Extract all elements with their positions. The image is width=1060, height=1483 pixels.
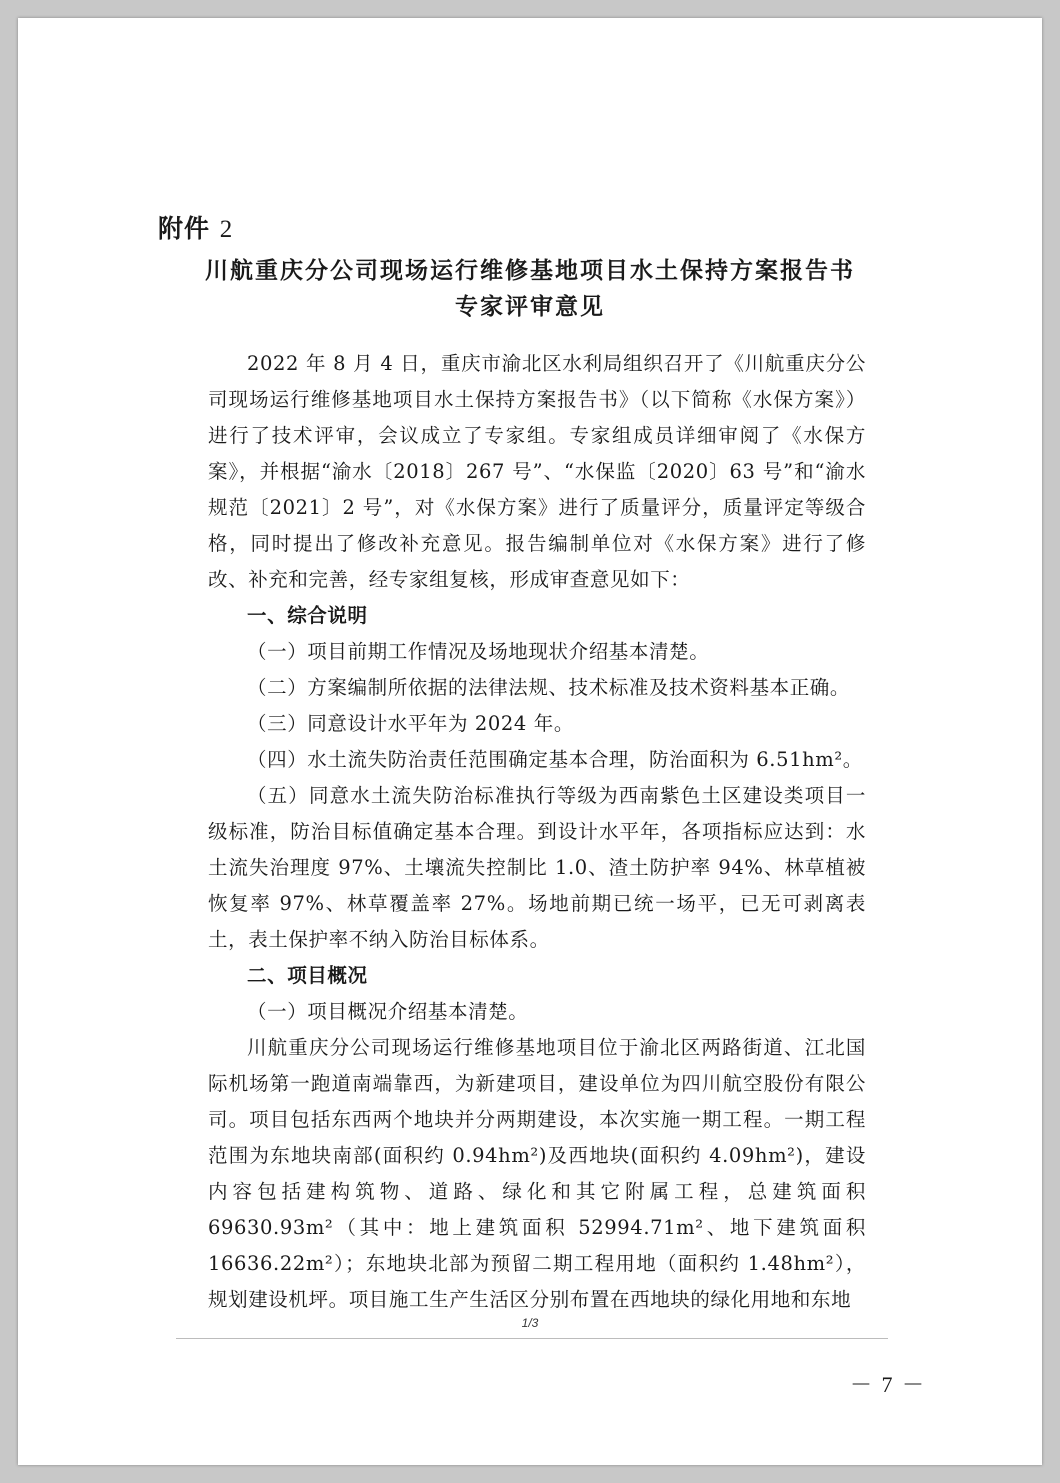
section-heading-overview: 二、项目概况 xyxy=(247,964,368,987)
section-heading-summary: 一、综合说明 xyxy=(247,604,368,627)
intro-paragraph: 2022 年 8 月 4 日，重庆市渝北区水利局组织召开了《川航重庆分公司现场运行维修基地项目水土保持方案报告书》（以下简称《水保方案》）进行了技术评审，会议成立了专家组。专家组成员详细审阅了《水保方案》，并根据“渝水〔2018〕267 号”、“水保监〔2020〕63 号”和“渝水规范〔2021〕2 号”，对《水保方案》进行了质量评分，质量评定等级合格，同时提出了修改补充意见。报告编制单位对《水保方案》进行了修改、补充和完善，经专家组复核，形成审查意见如下： xyxy=(208,352,866,591)
overview-paragraph: 川航重庆分公司现场运行维修基地项目位于渝北区两路街道、江北国际机场第一跑道南端靠西，为新建项目，建设单位为四川航空股份有限公司。项目包括东西两个地块并分两期建设，本次实施一期工程。一期工程范围为东地块南部(面积约 0.94hm²)及西地块(面积约 4.09hm²)，建设内容包括建构筑物、道路、绿化和其它附属工程，总建筑面积 69630.93m²（其中：地上建筑面积 52994.71m²、地下建筑面积 16636.22m²）；东地块北部为预留二期工程用地（面积约 1.48hm²），规划建设机坪。项目施工生产生活区分别布置在西地块的绿化用地和东地 xyxy=(208,1036,866,1311)
document-page xyxy=(18,18,1042,1465)
attachment-text: 附件 xyxy=(158,214,211,243)
summary-item-2: （二）方案编制所依据的法律法规、技术标准及技术资料基本正确。 xyxy=(247,676,851,699)
page-fraction: 1/3 xyxy=(521,1316,539,1330)
summary-item-5: （五）同意水土流失防治标准执行等级为西南紫色土区建设类项目一级标准，防治目标值确定基本合理。到设计水平年，各项指标应达到：水土流失治理度 97%、土壤流失控制比 1.0、渣土防护率 94%、林草植被恢复率 97%、林草覆盖率 27%。场地前期已统一场平，已无可剥离表土，表土保护率不纳入防治目标体系。 xyxy=(208,784,866,951)
document-subtitle: 专家评审意见 xyxy=(455,294,605,320)
page-number: － 7 － xyxy=(850,1372,927,1397)
summary-item-1: （一）项目前期工作情况及场地现状介绍基本清楚。 xyxy=(247,640,710,663)
footer-divider xyxy=(176,1338,888,1339)
summary-item-3: （三）同意设计水平年为 2024 年。 xyxy=(247,712,574,735)
overview-item-1: （一）项目概况介绍基本清楚。 xyxy=(247,1000,529,1023)
document-body xyxy=(208,346,866,1318)
attachment-number: 2 xyxy=(219,216,234,243)
summary-item-4: （四）水土流失防治责任范围确定基本合理，防治面积为 6.51hm²。 xyxy=(247,748,863,771)
attachment-label xyxy=(158,209,233,245)
document-title: 川航重庆分公司现场运行维修基地项目水土保持方案报告书 xyxy=(205,258,855,284)
